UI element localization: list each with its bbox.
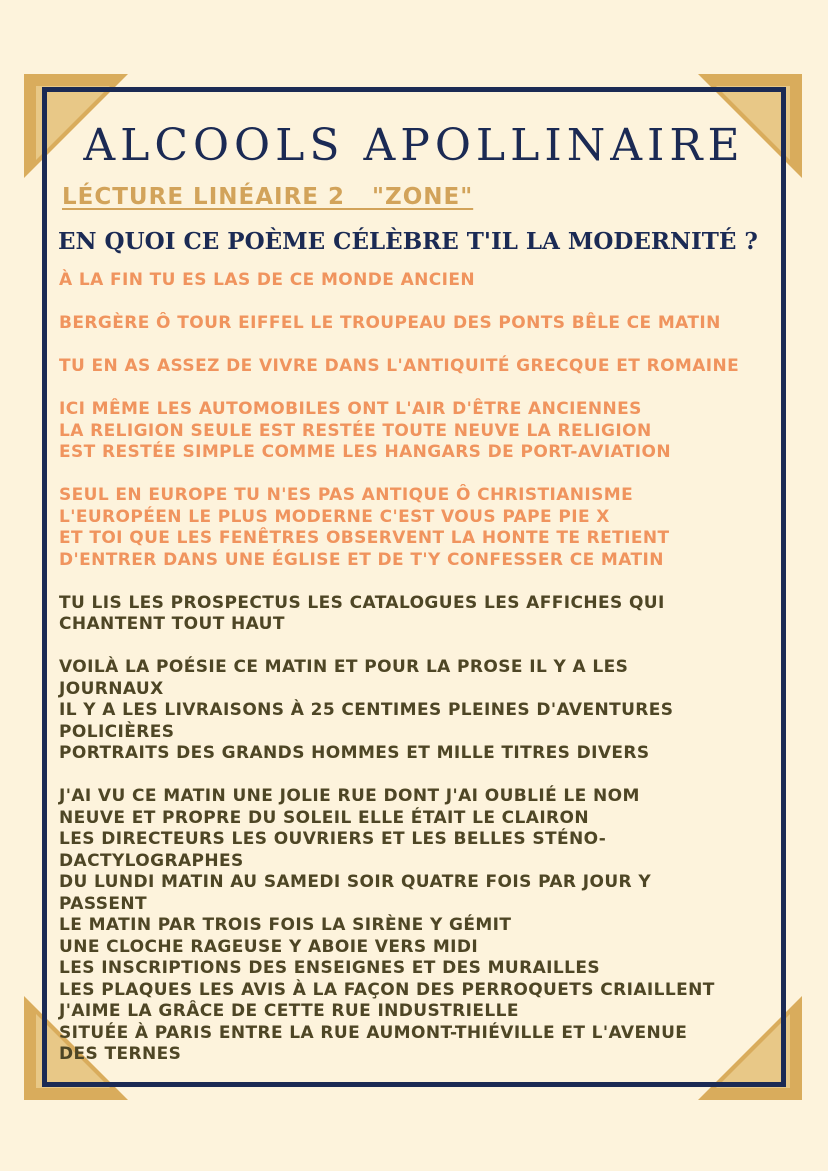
poem-line: LA RELIGION SEULE EST RESTÉE TOUTE NEUVE LA RELIGION xyxy=(59,420,652,441)
poem-line: TU EN AS ASSEZ DE VIVRE DANS L'ANTIQUITÉ GRECQUE ET ROMAINE xyxy=(59,356,740,376)
poem-stanza xyxy=(59,356,759,378)
poem-stanza xyxy=(59,399,759,464)
poem-line: DU LUNDI MATIN AU SAMEDI SOIR QUATRE FOIS PAR JOUR Y xyxy=(59,872,652,892)
poem-line: SEUL EN EUROPE TU N'ES PAS ANTIQUE Ô CHRISTIANISME xyxy=(59,485,634,505)
poem-line: UNE CLOCHE RAGEUSE Y ABOIE VERS MIDI xyxy=(59,936,479,957)
poem-stanza xyxy=(59,657,759,765)
poem-line: LES DIRECTEURS LES OUVRIERS ET LES BELLES STÉNO- xyxy=(59,829,607,849)
poem-line: VOILÀ LA POÉSIE CE MATIN ET POUR LA PROSE IL Y A LES xyxy=(59,657,629,677)
poem-stanza xyxy=(59,786,759,1066)
poem-line: IL Y A LES LIVRAISONS À 25 CENTIMES PLEINES D'AVENTURES xyxy=(59,700,674,720)
poem-stanza xyxy=(59,270,759,292)
poem-line: LES PLAQUES LES AVIS À LA FAÇON DES PERROQUETS CRIAILLENT xyxy=(59,979,715,1000)
poem-line: SITUÉE À PARIS ENTRE LA RUE AUMONT-THIÉVILLE ET L'AVENUE xyxy=(59,1022,688,1043)
poem-line: BERGÈRE Ô TOUR EIFFEL LE TROUPEAU DES PONTS BÊLE CE MATIN xyxy=(59,313,721,333)
poem-excerpt xyxy=(59,270,759,1087)
poem-line: EST RESTÉE SIMPLE COMME LES HANGARS DE PORT-AVIATION xyxy=(59,442,671,462)
poem-line: À LA FIN TU ES LAS DE CE MONDE ANCIEN xyxy=(59,270,476,290)
poem-line: LE MATIN PAR TROIS FOIS LA SIRÈNE Y GÉMIT xyxy=(59,915,512,935)
problem-question: EN QUOI CE POÈME CÉLÈBRE T'IL LA MODERNITÉ ? xyxy=(58,228,758,255)
poem-line: JOURNAUX xyxy=(59,678,164,699)
page-title: ALCOOLS APOLLINAIRE xyxy=(83,120,745,171)
poem-stanza xyxy=(59,593,759,636)
poem-stanza xyxy=(59,485,759,571)
poem-line: J'AI VU CE MATIN UNE JOLIE RUE DONT J'AI OUBLIÉ LE NOM xyxy=(59,786,640,806)
poem-line: L'EUROPÉEN LE PLUS MODERNE C'EST VOUS PAPE PIE X xyxy=(59,506,610,527)
poem-line: ICI MÊME LES AUTOMOBILES ONT L'AIR D'ÊTRE ANCIENNES xyxy=(59,399,642,419)
poem-line: PASSENT xyxy=(59,893,148,914)
poem-line: D'ENTRER DANS UNE ÉGLISE ET DE T'Y CONFESSER CE MATIN xyxy=(59,549,664,570)
poem-stanza xyxy=(59,313,759,335)
poem-line: DACTYLOGRAPHES xyxy=(59,850,244,871)
poem-line: J'AIME LA GRÂCE DE CETTE RUE INDUSTRIELLE xyxy=(59,1001,519,1021)
poem-line: CHANTENT TOUT HAUT xyxy=(59,614,285,634)
poem-line: LES INSCRIPTIONS DES ENSEIGNES ET DES MURAILLES xyxy=(59,958,601,978)
poem-line: ET TOI QUE LES FENÊTRES OBSERVENT LA HONTE TE RETIENT xyxy=(59,528,670,548)
poem-line: TU LIS LES PROSPECTUS LES CATALOGUES LES AFFICHES QUI xyxy=(59,592,665,613)
poem-line: POLICIÈRES xyxy=(59,721,175,742)
poem-line: NEUVE ET PROPRE DU SOLEIL ELLE ÉTAIT LE CLAIRON xyxy=(59,807,590,828)
poem-line: PORTRAITS DES GRANDS HOMMES ET MILLE TITRES DIVERS xyxy=(59,743,650,763)
poem-line: DES TERNES xyxy=(59,1044,182,1064)
lecture-subtitle: LÉCTURE LINÉAIRE 2 "ZONE" xyxy=(62,184,474,210)
